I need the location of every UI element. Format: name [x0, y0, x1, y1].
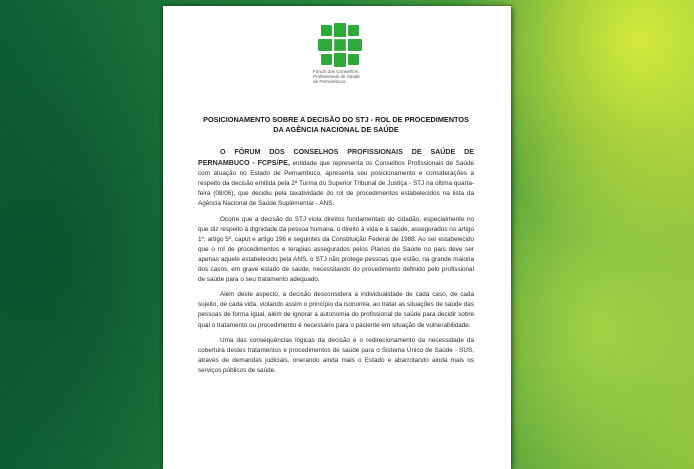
document-page: [163, 6, 511, 469]
organization-name: [313, 69, 375, 85]
paragraph-1-text: entidade que representa os Conselhos Profissionais de Saúde com atuação no Estado de Pernambuco, apresenta seu posicionamento e considerações a respeito da decisão emitida pela 2ª Turma do Superior Tribunal de Justiça - STJ na última quarta-feira (08/06), que decidiu pela taxatividade do rol de procedimentos estabelecidos na lista da Agência Nacional de Saúde Suplementar - ANS.: [198, 160, 475, 208]
green-cross-logo-icon: [317, 22, 363, 68]
org-line-3: de Pernambuco: [313, 79, 346, 85]
paragraph-1: [198, 147, 474, 210]
paragraph-2: Ocorre que a decisão do STJ viola direitos fundamentais do cidadão, especialmente no que diz respeito à dignidade da pessoa humana, o direito à vida e à saúde, assegurados no artigo 1º, artigo 5º, caput e artigo 196 e seguintes da Constituição Federal de 1988. Ao ser estabelecido que o rol de procedimentos e terapias assegurados pelos Planos de Saúde no país deve ser apenas aquele estabelecido pela ANS, o STJ não protege pessoas que estão, na grande maioria dos casos, em grave estado de saúde, necessitando do procedimento definido pelo profissional de saúde para o seu tratamento adequado.: [198, 215, 474, 284]
title-line-1: POSICIONAMENTO SOBRE A DECISÃO DO STJ - ROL DE PROCEDIMENTOS: [203, 115, 469, 124]
org-line-2: Profissionais de Saúde: [313, 74, 360, 80]
org-line-1: Fórum dos Conselhos: [313, 69, 358, 74]
document-body: [198, 147, 474, 381]
title-line-2: DA AGÊNCIA NACIONAL DE SAÚDE: [273, 125, 399, 134]
paragraph-3: Além deste aspecto, a decisão desconsidera a individualidade de cada caso, de cada sujeito, de cada vida, violando assim o princípio da isonomia, ao tratar as situações de saúde das pessoas de forma igual, além de ignorar a autonomia do profissional de saúde para decidir sobre qual o tratamento ou procedimento é necessário para o paciente em situação de vulnerabilidade.: [198, 291, 474, 329]
paragraph-1-lead: O FÓRUM DOS CONSELHOS PROFISSIONAIS DE SAÚDE DE PERNAMBUCO - FCPS/PE,: [198, 148, 474, 168]
document-title: [187, 115, 485, 135]
paragraph-4: Uma das consequências lógicas da decisão é o redirecionamento da necessidade da cobertura destes tratamentos e procedimentos de saúde para o Sistema Único de Saúde - SUS, através de demandas judiciais, onerando ainda mais o Estado e abarrotando ainda mais os serviços públicos de saúde.: [198, 336, 474, 374]
